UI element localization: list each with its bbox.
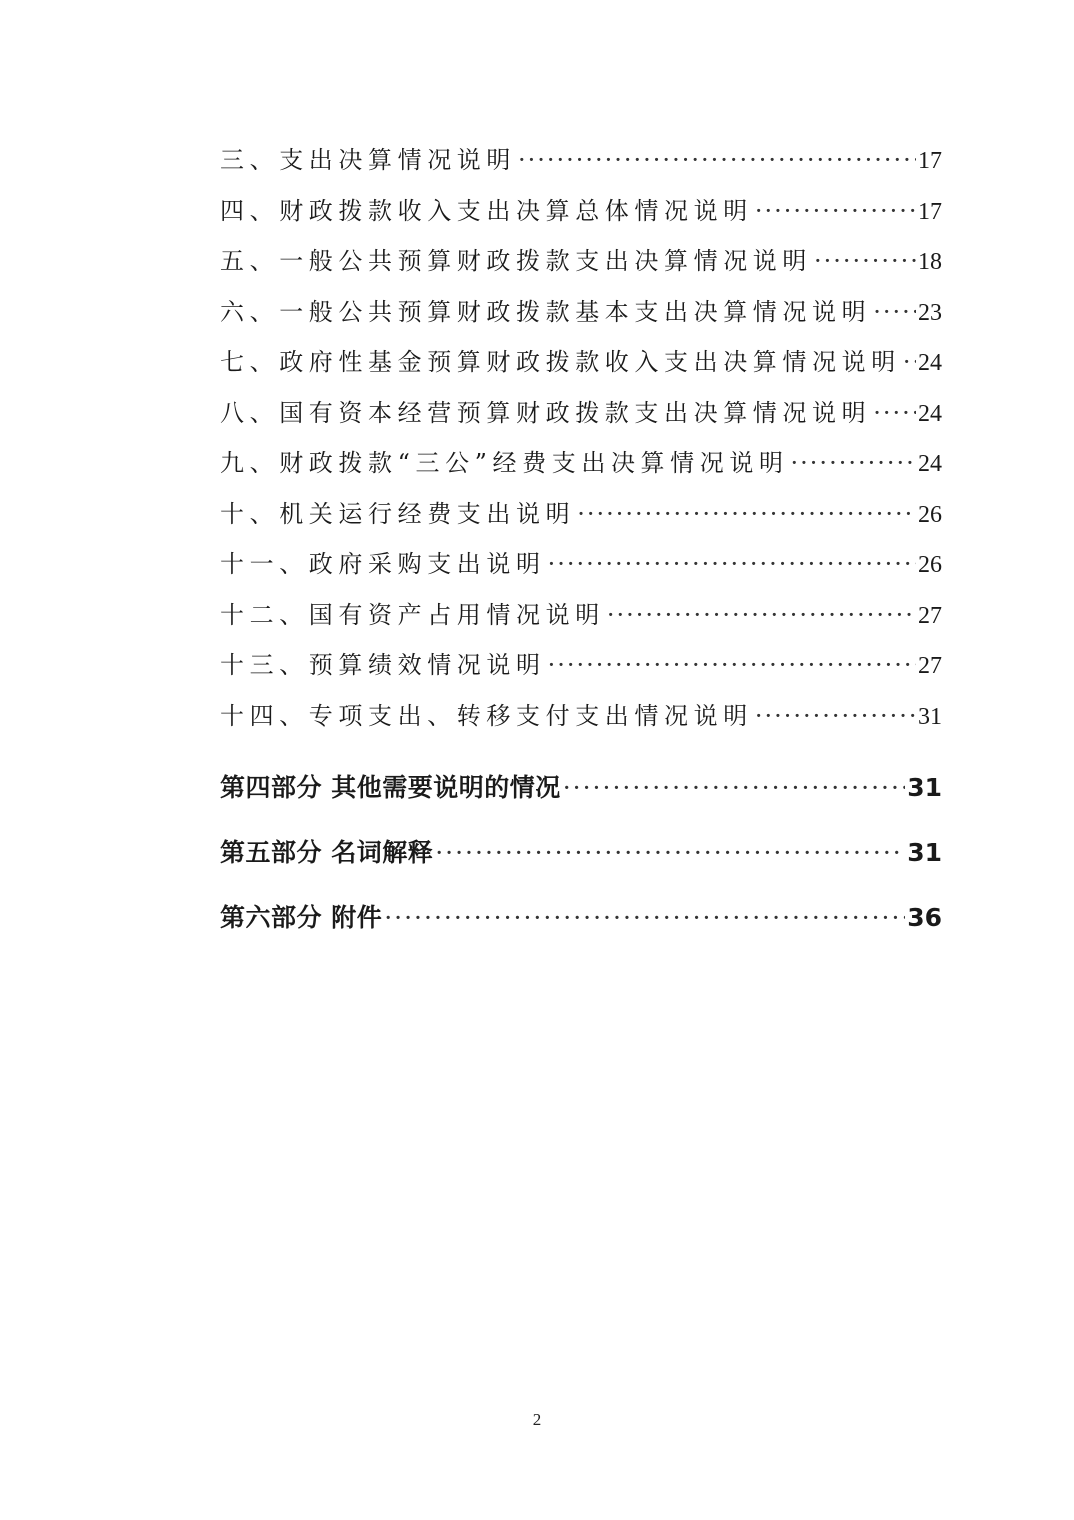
toc-entry-label: 七、政府性基金预算财政拨款收入支出决算情况说明 <box>220 348 901 376</box>
toc-entry-part-6[interactable] <box>220 885 942 950</box>
toc-entry-section-13[interactable] <box>220 640 942 691</box>
toc-entry-label: 十一、政府采购支出说明 <box>220 550 546 578</box>
toc-entry-label: 四、财政拨款收入支出决算总体情况说明 <box>220 196 753 225</box>
toc-entry-page: 26 <box>918 501 942 528</box>
toc-entry-label: 八、国有资本经营预算财政拨款支出决算情况说明 <box>220 398 872 427</box>
toc-entry-page: 31 <box>918 703 942 730</box>
toc-entry-section-8[interactable] <box>220 388 942 439</box>
toc-dot-leader <box>548 640 916 690</box>
toc-dot-leader <box>873 388 916 438</box>
toc-dot-leader <box>791 438 916 488</box>
toc-entry-section-5[interactable] <box>220 236 942 287</box>
toc-entry-label: 九、财政拨款“三公”经费支出决算情况说明 <box>220 449 789 477</box>
toc-entry-section-6[interactable] <box>220 287 942 338</box>
toc-entry-page: 18 <box>918 249 942 275</box>
toc-entry-page: 27 <box>918 653 942 679</box>
toc-entry-label: 十、机关运行经费支出说明 <box>220 499 576 528</box>
toc-dot-leader <box>903 337 916 387</box>
toc-entry-page: 26 <box>918 552 942 578</box>
toc-dot-leader <box>518 135 916 185</box>
toc-entry-page: 31 <box>907 773 942 802</box>
toc-entry-section-3[interactable] <box>220 135 942 186</box>
toc-dot-leader <box>873 287 916 337</box>
toc-dot-leader <box>563 755 905 821</box>
toc-entry-section-7[interactable] <box>220 337 942 388</box>
toc-dot-leader <box>607 590 916 640</box>
toc-entry-label: 第六部分 附件 <box>220 903 383 932</box>
toc-dot-leader <box>435 820 905 886</box>
toc-entry-label: 六、一般公共预算财政拨款基本支出决算情况说明 <box>220 297 872 326</box>
toc-entry-page: 31 <box>907 838 942 867</box>
toc-entry-part-5[interactable] <box>220 820 942 885</box>
toc-entry-section-14[interactable] <box>220 691 942 742</box>
toc-dot-leader <box>384 885 905 951</box>
toc-entry-label: 第五部分 名词解释 <box>220 838 434 867</box>
toc-entry-section-9[interactable] <box>220 438 942 489</box>
toc-entry-page: 23 <box>918 299 942 326</box>
page-number: 2 <box>532 1410 542 1429</box>
toc-dot-leader <box>548 539 916 589</box>
toc-entry-page: 17 <box>918 198 942 225</box>
toc-entry-label: 十二、国有资产占用情况说明 <box>220 600 605 629</box>
toc-entry-label: 五、一般公共预算财政拨款支出决算情况说明 <box>220 247 812 275</box>
toc-dot-leader <box>755 186 916 236</box>
toc-entry-label: 十四、专项支出、转移支付支出情况说明 <box>220 701 753 730</box>
toc-dot-leader <box>577 489 916 539</box>
toc-entry-page: 27 <box>918 602 942 629</box>
toc-entry-section-11[interactable] <box>220 539 942 590</box>
toc-entry-part-4[interactable] <box>220 755 942 820</box>
toc-dot-leader <box>814 236 916 286</box>
toc-entry-section-4[interactable] <box>220 186 942 237</box>
toc-entry-label: 三、支出决算情况说明 <box>220 146 516 174</box>
toc-entry-page: 36 <box>907 903 942 932</box>
table-of-contents <box>220 135 942 950</box>
toc-entry-label: 十三、预算绩效情况说明 <box>220 651 546 679</box>
toc-entry-label: 第四部分 其他需要说明的情况 <box>220 773 561 802</box>
toc-dot-leader <box>755 691 916 741</box>
toc-entry-page: 17 <box>918 148 942 174</box>
toc-entry-page: 24 <box>918 350 942 376</box>
toc-entry-page: 24 <box>918 451 942 477</box>
toc-entry-section-12[interactable] <box>220 590 942 641</box>
toc-entry-page: 24 <box>918 400 942 427</box>
toc-entry-section-10[interactable] <box>220 489 942 540</box>
